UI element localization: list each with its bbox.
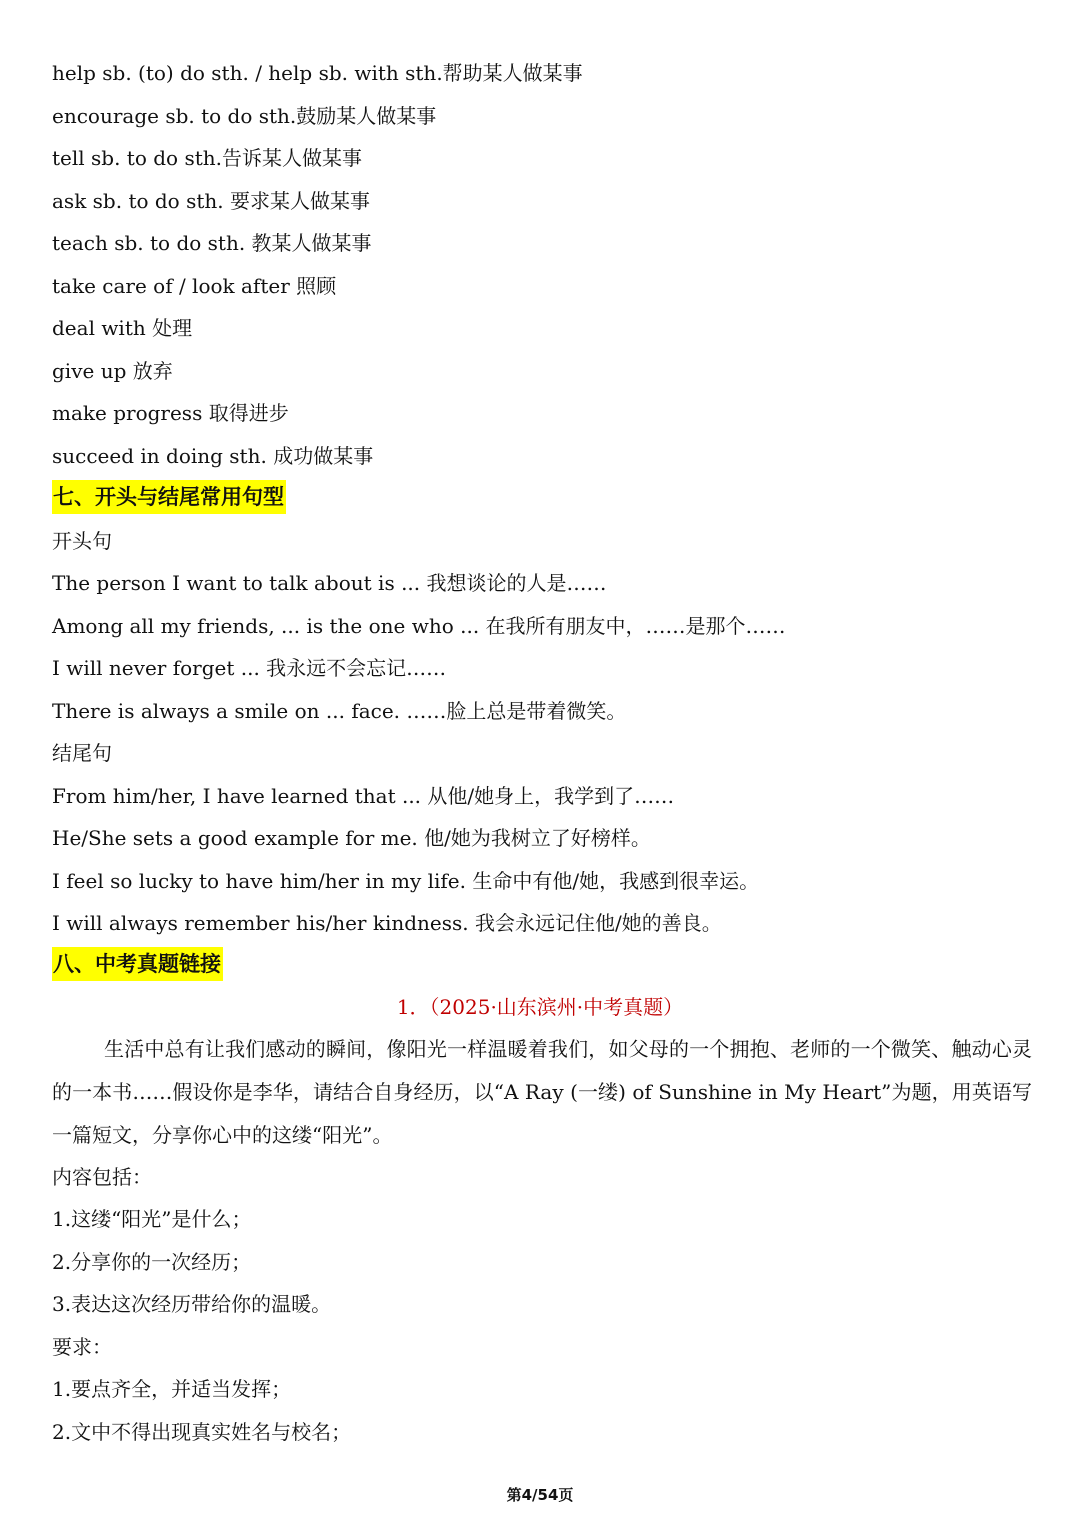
content-item: 1.这缕“阳光”是什么； [52, 1207, 252, 1231]
section-heading-8: 八、中考真题链接 [52, 947, 223, 981]
phrase-line: succeed in doing sth. 成功做某事 [52, 444, 374, 468]
phrase-line: ask sb. to do sth. 要求某人做某事 [52, 189, 370, 213]
content-label: 内容包括： [52, 1165, 152, 1189]
page-number: 第4/54页 [506, 1486, 574, 1504]
phrase-line: help sb. (to) do sth. / help sb. with sth.帮助某人做某事 [52, 61, 583, 85]
requirement-item: 1.要点齐全，并适当发挥； [52, 1377, 292, 1401]
phrase-line: take care of / look after 照顾 [52, 274, 337, 298]
opening-sentence: There is always a smile on ... face. ……脸上总是带着微笑。 [52, 699, 627, 723]
question-prompt: 生活中总有让我们感动的瞬间，像阳光一样温暖着我们，如父母的一个拥抱、老师的一个微笑、触动心灵的一本书……假设你是李华，请结合自身经历，以“A Ray (一缕) of Sunshine in My Heart”为题，用英语写一篇短文，分享你心中的这缕“阳光”。 [52, 1037, 1032, 1147]
requirements-label: 要求： [52, 1335, 112, 1359]
closing-sentence: I will always remember his/her kindness. 我会永远记住他/她的善良。 [52, 911, 722, 935]
phrase-line: give up 放弃 [52, 359, 173, 383]
content-item: 3.表达这次经历带给你的温暖。 [52, 1292, 332, 1316]
phrase-line: tell sb. to do sth.告诉某人做某事 [52, 146, 362, 170]
opening-sentence: I will never forget ... 我永远不会忘记…… [52, 656, 447, 680]
opening-sentence: The person I want to talk about is ... 我想谈论的人是…… [52, 571, 607, 595]
closing-label: 结尾句 [52, 741, 112, 765]
phrase-line: encourage sb. to do sth.鼓励某人做某事 [52, 104, 437, 128]
closing-sentence: I feel so lucky to have him/her in my life. 生命中有他/她，我感到很幸运。 [52, 869, 760, 893]
requirement-item: 2.文中不得出现真实姓名与校名； [52, 1420, 352, 1444]
content-item: 2.分享你的一次经历； [52, 1250, 252, 1274]
closing-sentence: He/She sets a good example for me. 他/她为我树立了好榜样。 [52, 826, 651, 850]
opening-label: 开头句 [52, 529, 112, 553]
section-heading-7: 七、开头与结尾常用句型 [52, 480, 286, 514]
phrase-line: deal with 处理 [52, 316, 193, 340]
phrase-line: teach sb. to do sth. 教某人做某事 [52, 231, 372, 255]
phrase-line: make progress 取得进步 [52, 401, 289, 425]
question-title: 1．（2025·山东滨州·中考真题） [396, 995, 684, 1019]
closing-sentence: From him/her, I have learned that ... 从他/她身上，我学到了…… [52, 784, 675, 808]
opening-sentence: Among all my friends, ... is the one who ... 在我所有朋友中，……是那个…… [52, 614, 786, 638]
